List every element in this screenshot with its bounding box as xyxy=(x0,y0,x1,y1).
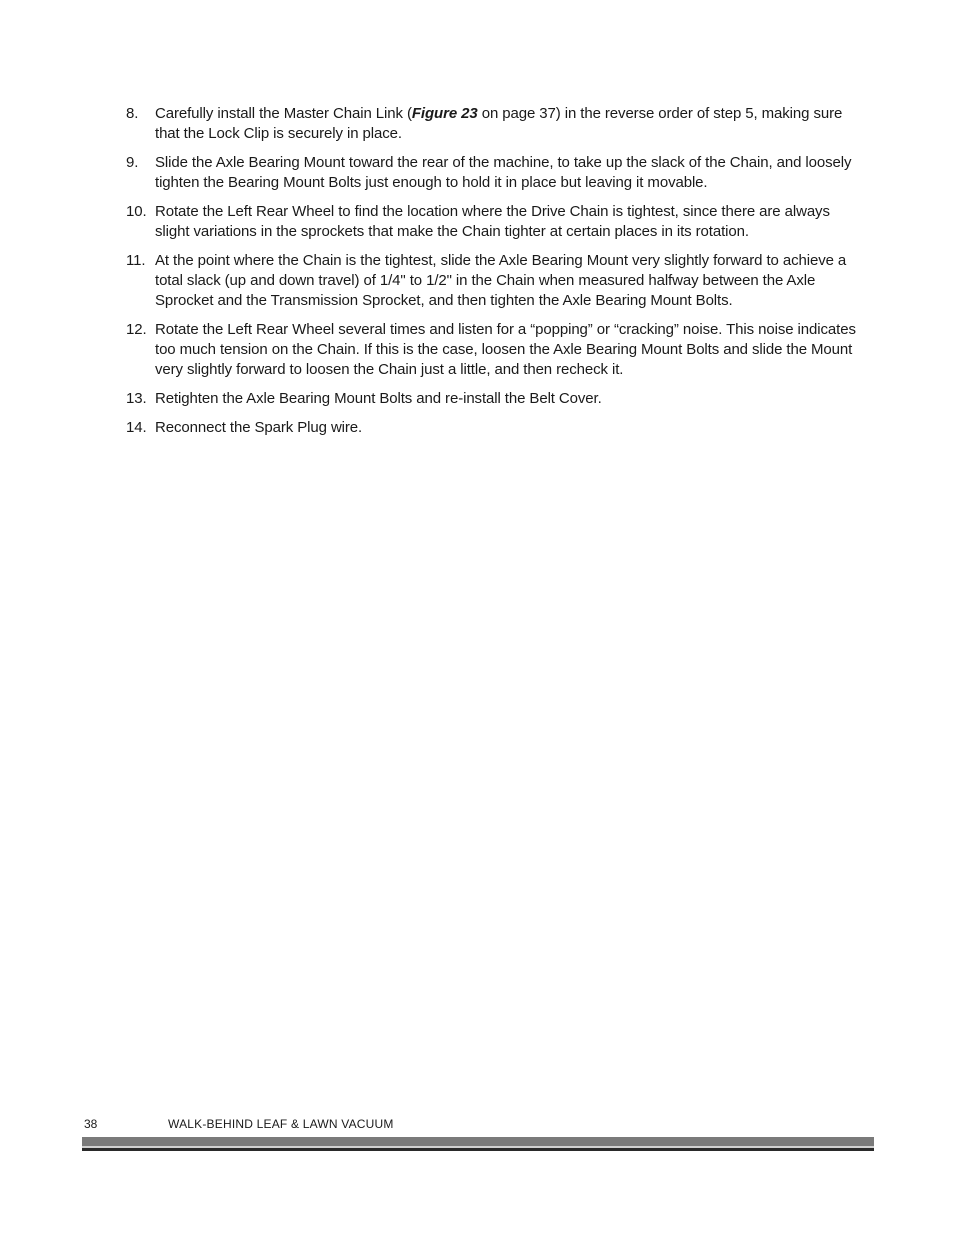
step-text: Rotate the Left Rear Wheel several times and listen for a “popping” or “cracking” noise. This noise indicates too much tension on the Chain. If this is the case, loosen the Axle Bearing Mount Bolts and slide the Mount very slightly forward to loosen the Chain just a little, and then recheck it. xyxy=(155,321,856,378)
step-item xyxy=(126,320,866,380)
step-number: 8. xyxy=(126,105,139,122)
step-text xyxy=(155,104,866,144)
step-item xyxy=(126,251,866,311)
footer-rule-bottom xyxy=(82,1148,874,1151)
page-number: 38 xyxy=(84,1117,98,1131)
step-item xyxy=(126,389,866,409)
step-item xyxy=(126,104,866,144)
step-text: Retighten the Axle Bearing Mount Bolts and re-install the Belt Cover. xyxy=(155,390,602,407)
figure-reference-link[interactable]: Figure 23 xyxy=(411,105,478,122)
step-text-after: on page 37) in the reverse order of step 5, making sure that the Lock Clip is securely in place. xyxy=(155,105,843,142)
step-number: 11. xyxy=(126,252,146,269)
step-text: Reconnect the Spark Plug wire. xyxy=(155,419,363,436)
footer-rule xyxy=(82,1137,874,1151)
step-item xyxy=(126,153,866,193)
step-text: Rotate the Left Rear Wheel to find the location where the Drive Chain is tightest, since there are always slight variations in the sprockets that make the Chain tighter at certain places in its rotation. xyxy=(155,203,830,240)
step-number: 12. xyxy=(126,321,147,338)
step-number: 9. xyxy=(126,154,139,171)
step-number: 13. xyxy=(126,390,147,407)
step-text: Slide the Axle Bearing Mount toward the rear of the machine, to take up the slack of the Chain, and loosely tighten the Bearing Mount Bolts just enough to hold it in place but leaving it movable. xyxy=(155,154,852,191)
instruction-steps-list xyxy=(126,104,866,447)
step-text: At the point where the Chain is the tightest, slide the Axle Bearing Mount very slightly forward to achieve a total slack (up and down travel) of 1/4" to 1/2" in the Chain when measured halfway between the Axle Sprocket and the Transmission Sprocket, and then tighten the Axle Bearing Mount Bolts. xyxy=(155,252,847,309)
step-number: 14. xyxy=(126,419,147,436)
step-item xyxy=(126,418,866,438)
step-text-before: Carefully install the Master Chain Link ( xyxy=(155,105,412,122)
footer-rule-top xyxy=(82,1137,874,1146)
footer-title: WALK-BEHIND LEAF & LAWN VACUUM xyxy=(168,1117,394,1131)
step-number: 10. xyxy=(126,203,147,220)
step-item xyxy=(126,202,866,242)
